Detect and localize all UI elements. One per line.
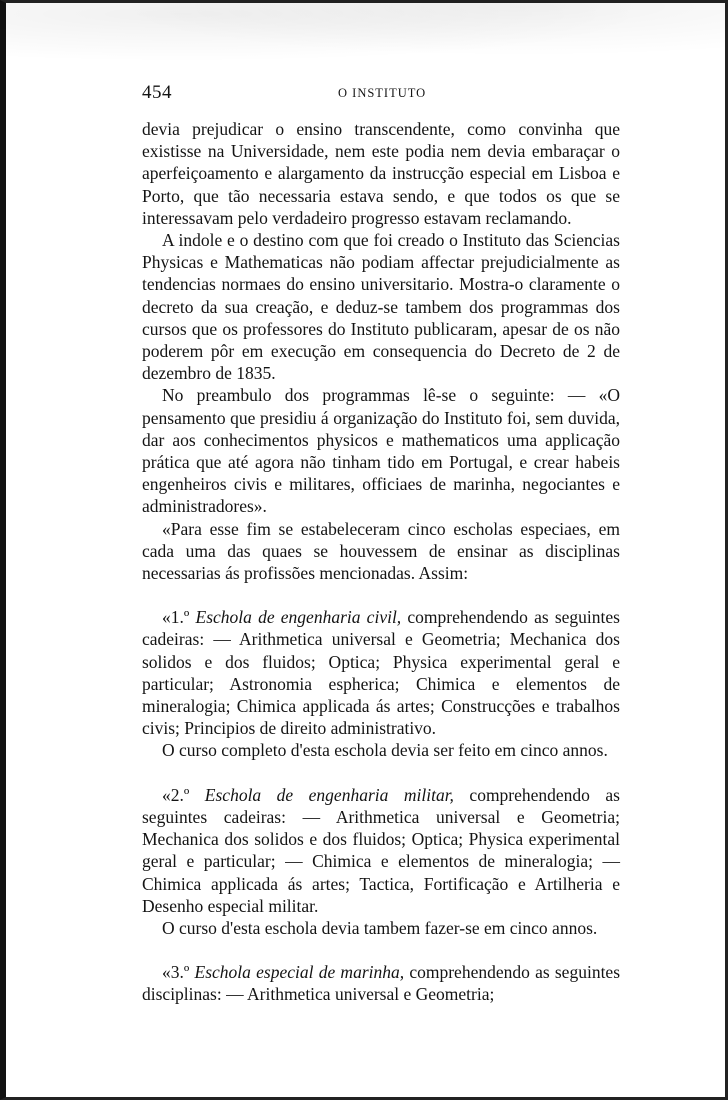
eschola-title: Eschola de engenharia militar, (204, 784, 454, 805)
paragraph-eschola-militar (142, 784, 620, 917)
eschola-title: Eschola de engenharia civil, (195, 607, 402, 628)
scan-smudge (0, 0, 728, 70)
item-text: comprehendendo as seguintes cadeiras: — Arithmetica universal e Geometria; Mechanica dos solidos e dos fluidos; Optica; Physica experimental geral e particular; Astronomia espherica; Chimica e elementos de mineralogia; Chimica applicada ás artes; Construcções e trabalhos civis; Principios de direito administrativo. (142, 607, 620, 739)
eschola-title: Eschola especial de marinha, (194, 962, 405, 983)
paragraph-cinco-escholas: «Para esse fim se estabeleceram cinco escholas especiaes, em cada uma das quaes se houvessem de ensinar as disciplinas necessarias ás profissões mencionadas. Assim: (142, 518, 620, 584)
page-header (142, 82, 620, 104)
paragraph-curso-civil: O curso completo d'esta eschola devia ser feito em cinco annos. (162, 740, 608, 761)
body-text (142, 118, 620, 1006)
item-number: «1.º (162, 607, 196, 628)
paragraph-continuation: devia prejudicar o ensino transcendente, como convinha que existisse na Universidade, nem este podia nem devia embaraçar o aperfeiçoamento e alargamento da instrucção especial em Lisboa e Porto, que tão necessaria estava sendo, e que todos os que se interessavam pelo verdadeiro progresso estavam reclamando. (142, 119, 620, 228)
paragraph-eschola-civil (142, 606, 620, 739)
paragraph-indole: A indole e o destino com que foi creado o Instituto das Sciencias Physicas e Mathematicas não podiam affectar prejudicialmente as tendencias normaes do ensino universitario. Mostra-o claramente o decreto da sua creação, e deduz-se tambem dos programmas dos cursos que os professores do Instituto publicaram, apesar de os não poderem pôr em execução em consequencia do Decreto de 2 de dezembro de 1835. (142, 230, 620, 384)
paragraph-preambulo: No preambulo dos programmas lê-se o seguinte: — «O pensamento que presidiu á organização do Instituto foi, sem duvida, dar aos conhecimentos physicos e mathematicos uma applicação prática que até agora não tinham tido em Portugal, e crear habeis engenheiros civis e militares, officiaes de marinha, negociantes e administradores». (142, 385, 620, 517)
paragraph-eschola-marinha (142, 961, 620, 1005)
page-number: 454 (142, 82, 172, 103)
item-text: comprehendendo as seguintes cadeiras: — Arithmetica universal e Geometria; Mechanica dos solidos e dos fluidos; Optica; Physica experimental geral e particular; — Chimica e elementos de mineralogia; — Chimica applicada ás artes; Tactica, Fortificação e Artilheria e Desenho especial militar. (142, 784, 620, 916)
running-title: O INSTITUTO (338, 86, 427, 100)
paragraph-curso-militar: O curso d'esta eschola devia tambem fazer-se em cinco annos. (162, 917, 598, 938)
item-number: «2.º (162, 784, 205, 805)
item-number: «3.º (162, 962, 195, 983)
item-text: comprehendendo as seguintes disciplinas: — Arithmetica universal e Geometria; (142, 962, 621, 1005)
